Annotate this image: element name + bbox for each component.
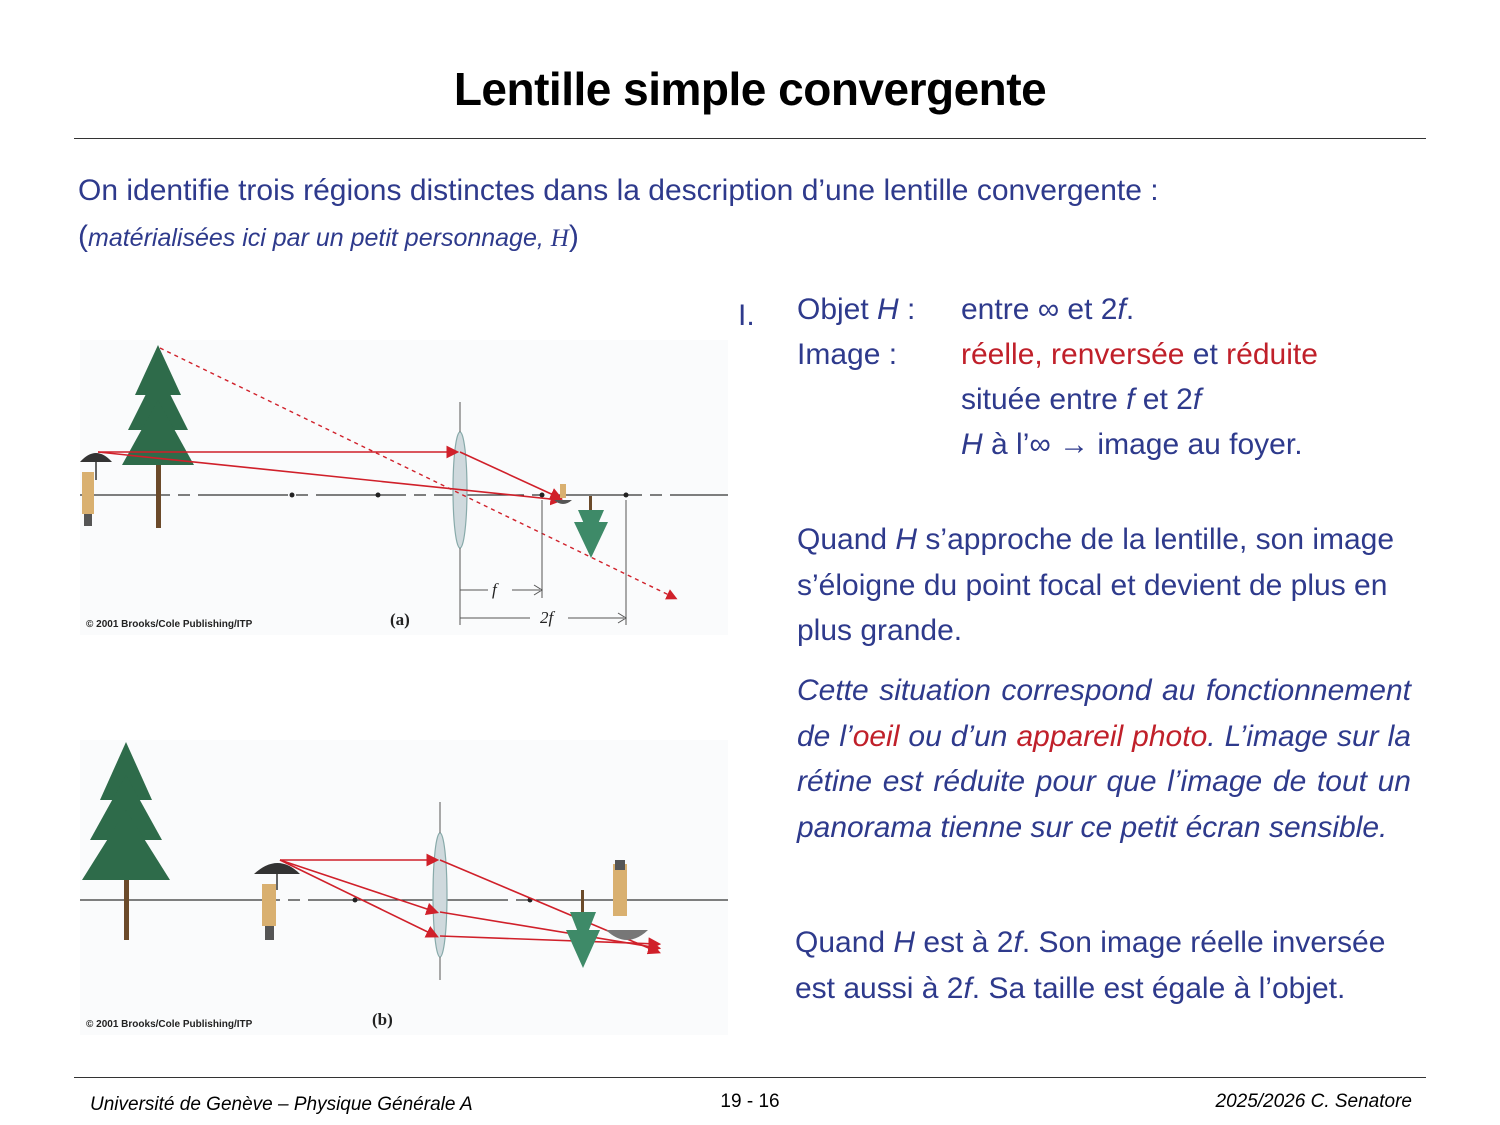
person-icon — [80, 453, 112, 526]
figure-b-diagram — [80, 740, 728, 1035]
figure-b-copyright: © 2001 Brooks/Cole Publishing/ITP — [86, 1019, 253, 1030]
figure-a — [80, 340, 728, 635]
item-numeral: I. — [738, 299, 755, 332]
intro-italic: matérialisées ici par un petit personnage, — [88, 224, 551, 252]
intro-h: H — [550, 225, 569, 252]
footer-year-author: 2025/2026 C. Senatore — [1215, 1091, 1412, 1112]
footer-institution: Université de Genève – Physique Générale A — [90, 1094, 473, 1115]
infinity-note: H à l’∞ → image au foyer. — [961, 428, 1303, 461]
tree-icon — [122, 345, 194, 528]
intro-line-1: On identifie trois régions distinctes dans la description d’une lentille convergente : — [78, 174, 1159, 207]
figure-a-label: (a) — [390, 610, 410, 629]
person-icon — [254, 863, 300, 940]
image-position: située entre f et 2f — [961, 383, 1202, 416]
paragraph-2f: Quand H est à 2f. Son image réelle inversée est aussi à 2f. Sa taille est égale à l’objet. — [795, 926, 1386, 1005]
image-tree-icon — [574, 496, 608, 558]
intro-line-2: (matérialisées ici par un petit personnage, H) — [78, 220, 579, 253]
figure-a-diagram — [80, 340, 728, 635]
tree-icon — [82, 742, 170, 940]
focal-length-label: f — [492, 580, 497, 599]
figure-b-label: (b) — [372, 1010, 393, 1029]
double-focal-length-label: 2f — [540, 608, 554, 627]
figure-a-copyright: © 2001 Brooks/Cole Publishing/ITP — [86, 619, 253, 630]
image-label: Image : — [797, 338, 898, 371]
figure-b — [80, 740, 728, 1035]
objet-label: Objet H : — [797, 293, 916, 326]
slide-title: Lentille simple convergente — [453, 63, 1047, 115]
image-person-icon — [554, 484, 572, 504]
image-tree-icon — [566, 890, 600, 968]
paragraph-eye: Cette situation correspond au fonctionnement de l’oeil ou d’un appareil photo. L’image sur la rétine est réduite pour que l’image de tout un panorama tienne sur ce petit écran sensible. — [797, 674, 1411, 844]
objet-value: entre ∞ et 2f. — [961, 293, 1135, 326]
lens-icon — [433, 833, 447, 957]
intro-text — [78, 168, 1159, 262]
page-number: 19 - 16 — [720, 1091, 780, 1112]
paragraph-approach: Quand H s’approche de la lentille, son image s’éloigne du point focal et devient de plus en plus grande. — [797, 523, 1395, 647]
image-value: réelle, renversée et réduite — [961, 338, 1318, 371]
footer-rule — [74, 1077, 1426, 1078]
title-rule — [74, 138, 1426, 139]
